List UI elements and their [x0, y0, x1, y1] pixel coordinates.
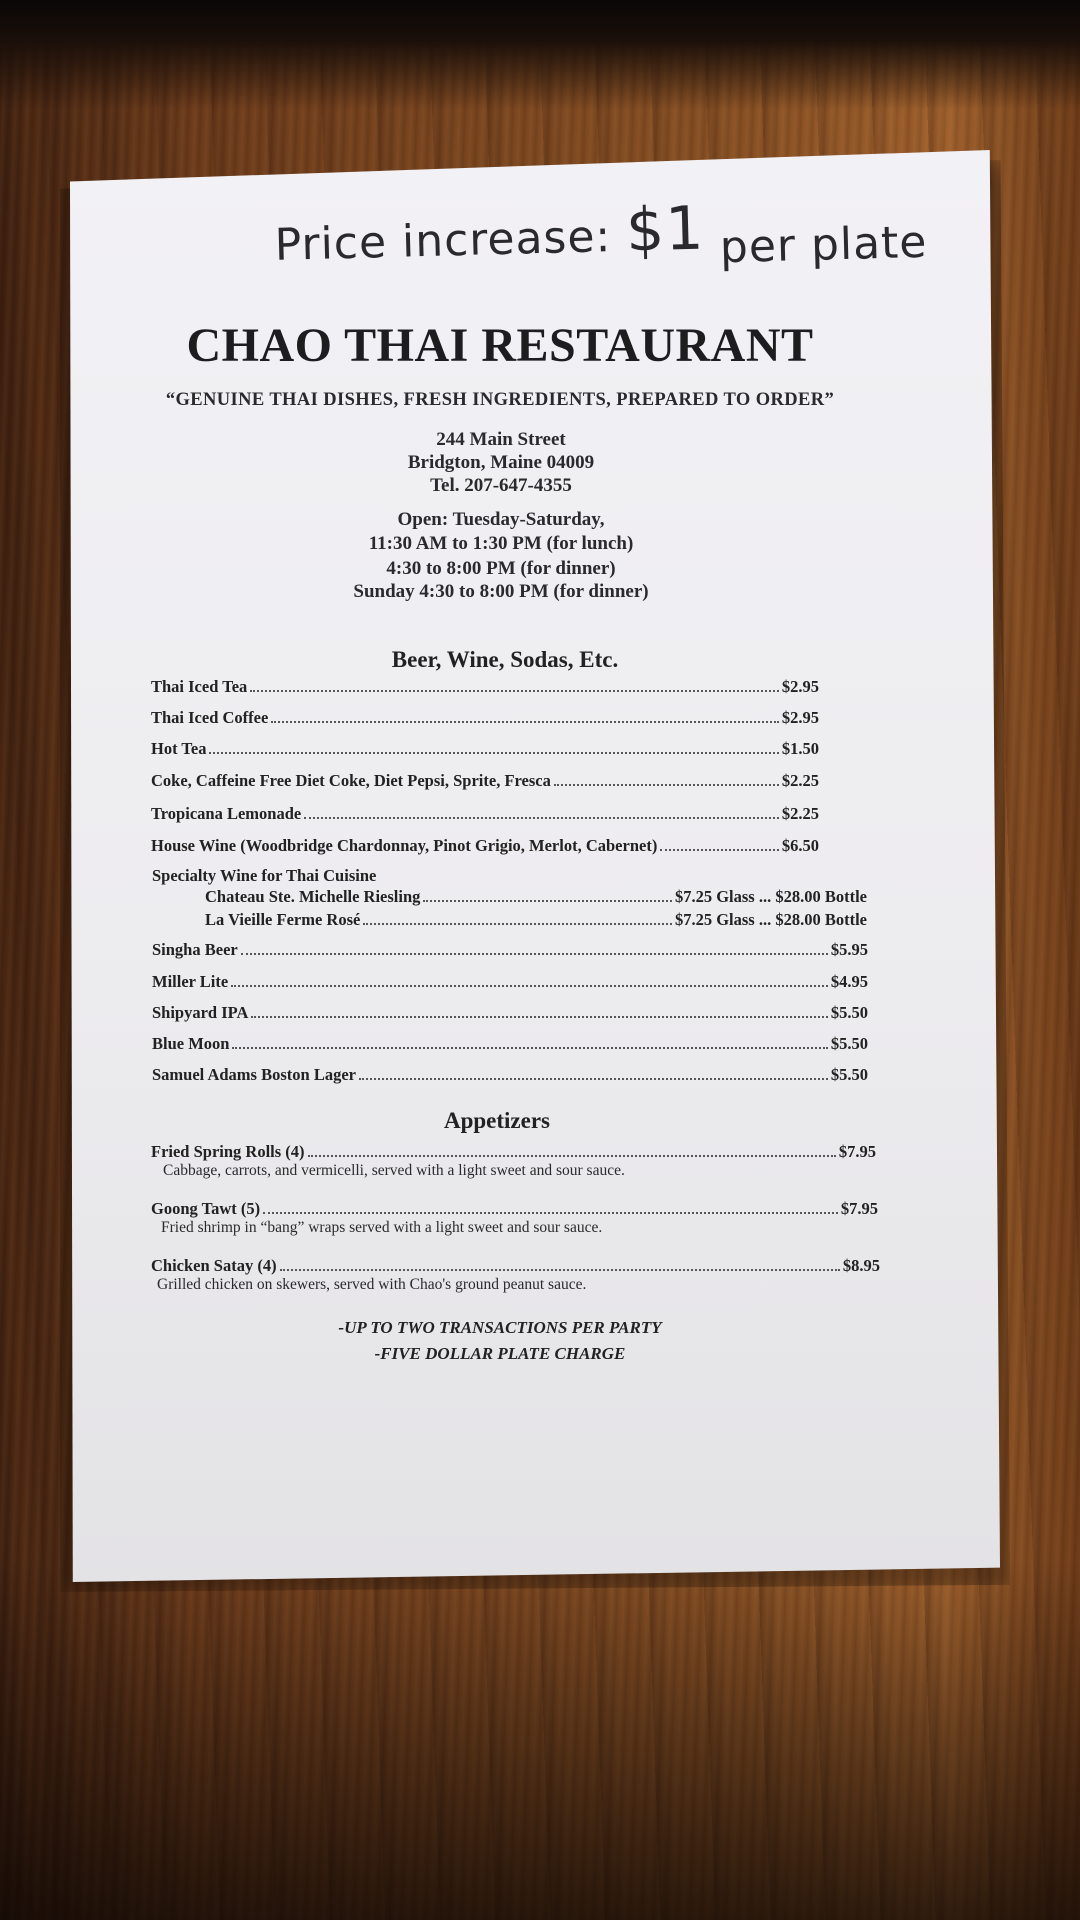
item-name: Tropicana Lemonade	[151, 804, 302, 823]
leader-dots	[263, 1212, 838, 1214]
leader-dots	[304, 817, 779, 819]
leader-dots	[363, 923, 672, 925]
restaurant-tagline: “GENUINE THAI DISHES, FRESH INGREDIENTS, PREPARED TO ORDER”	[165, 390, 835, 410]
item-name: Thai Iced Coffee	[151, 708, 269, 727]
item-price: $7.25 Glass ... $28.00 Bottle	[674, 910, 867, 929]
item-name: Blue Moon	[152, 1034, 230, 1053]
item-name: Thai Iced Tea	[151, 677, 248, 696]
leader-dots	[231, 985, 828, 987]
menu-item	[151, 836, 819, 856]
item-name: Miller Lite	[152, 972, 229, 991]
item-price: $2.25	[781, 804, 819, 823]
handwritten-note-suffix: per plate	[719, 216, 929, 274]
item-price: $1.50	[781, 739, 819, 758]
phone-line: Tel. 207-647-4355	[430, 475, 572, 496]
handwritten-note	[274, 187, 957, 315]
leader-dots	[241, 953, 828, 955]
item-name: Shipyard IPA	[152, 1003, 249, 1022]
hours-line: 11:30 AM to 1:30 PM (for lunch)	[368, 533, 634, 554]
item-price: $2.95	[781, 677, 819, 696]
menu-item	[152, 972, 868, 992]
item-price: $5.50	[830, 1065, 868, 1084]
footer-note: -FIVE DOLLAR PLATE CHARGE	[374, 1344, 626, 1363]
menu-item	[205, 887, 867, 907]
specialty-wine-label: Specialty Wine for Thai Cuisine	[152, 866, 377, 885]
menu-item	[151, 1256, 880, 1276]
hours-line: Open: Tuesday-Saturday,	[397, 509, 605, 530]
leader-dots	[308, 1155, 836, 1157]
item-name: Goong Tawt (5)	[151, 1199, 261, 1218]
appetizers-heading: Appetizers	[443, 1108, 551, 1133]
menu-item	[151, 771, 819, 791]
leader-dots	[280, 1269, 840, 1271]
item-price: $2.95	[781, 708, 819, 727]
item-description: Fried shrimp in “bang” wraps served with a light sweet and sour sauce.	[161, 1219, 603, 1236]
item-price: $5.50	[830, 1003, 868, 1022]
leader-dots	[271, 721, 779, 723]
item-name: Singha Beer	[152, 940, 238, 959]
item-price: $2.25	[781, 771, 819, 790]
leader-dots	[251, 1016, 827, 1018]
item-price: $6.50	[781, 836, 819, 855]
item-price: $7.25 Glass ... $28.00 Bottle	[674, 887, 867, 906]
item-name: Chicken Satay (4)	[151, 1256, 277, 1275]
hours-line: Sunday 4:30 to 8:00 PM (for dinner)	[353, 581, 649, 602]
item-description: Grilled chicken on skewers, served with Chao's ground peanut sauce.	[157, 1276, 587, 1293]
leader-dots	[209, 752, 778, 754]
restaurant-name: CHAO THAI RESTAURANT	[186, 319, 814, 372]
item-name: House Wine (Woodbridge Chardonnay, Pinot Grigio, Merlot, Cabernet)	[151, 836, 658, 855]
item-name: La Vieille Ferme Rosé	[205, 910, 361, 929]
menu-item	[151, 708, 819, 728]
drinks-heading: Beer, Wine, Sodas, Etc.	[391, 647, 619, 672]
address-line: 244 Main Street	[436, 429, 566, 450]
footer-note: -UP TO TWO TRANSACTIONS PER PARTY	[338, 1318, 662, 1337]
leader-dots	[423, 900, 672, 902]
item-price: $5.50	[830, 1034, 868, 1053]
address-line: Bridgton, Maine 04009	[407, 452, 595, 473]
item-name: Hot Tea	[151, 739, 207, 758]
item-price: $5.95	[830, 940, 868, 959]
leader-dots	[554, 784, 779, 786]
menu-item	[151, 677, 819, 697]
handwritten-note-text: Price increase:	[274, 211, 612, 271]
leader-dots	[660, 849, 779, 851]
item-name: Chateau Ste. Michelle Riesling	[205, 887, 421, 906]
leader-dots	[232, 1047, 827, 1049]
item-price: $7.95	[838, 1142, 876, 1161]
menu-item	[152, 940, 868, 960]
menu-item	[151, 1142, 876, 1162]
menu-item	[152, 1034, 868, 1054]
leader-dots	[250, 690, 779, 692]
hours-line: 4:30 to 8:00 PM (for dinner)	[386, 558, 616, 579]
menu-item	[152, 1065, 868, 1085]
menu-item	[151, 1199, 878, 1219]
handwritten-note-amount: $1	[625, 193, 706, 266]
item-description: Cabbage, carrots, and vermicelli, served with a light sweet and sour sauce.	[163, 1162, 625, 1179]
menu-item	[205, 910, 867, 930]
menu-item	[152, 1003, 868, 1023]
item-name: Fried Spring Rolls (4)	[151, 1142, 305, 1161]
menu-item	[151, 804, 819, 824]
menu-item	[151, 739, 819, 759]
item-price: $8.95	[842, 1256, 880, 1275]
leader-dots	[359, 1078, 828, 1080]
item-name: Coke, Caffeine Free Diet Coke, Diet Pepsi, Sprite, Fresca	[151, 771, 551, 790]
item-name: Samuel Adams Boston Lager	[152, 1065, 356, 1084]
item-price: $4.95	[830, 972, 868, 991]
item-price: $7.95	[840, 1199, 878, 1218]
